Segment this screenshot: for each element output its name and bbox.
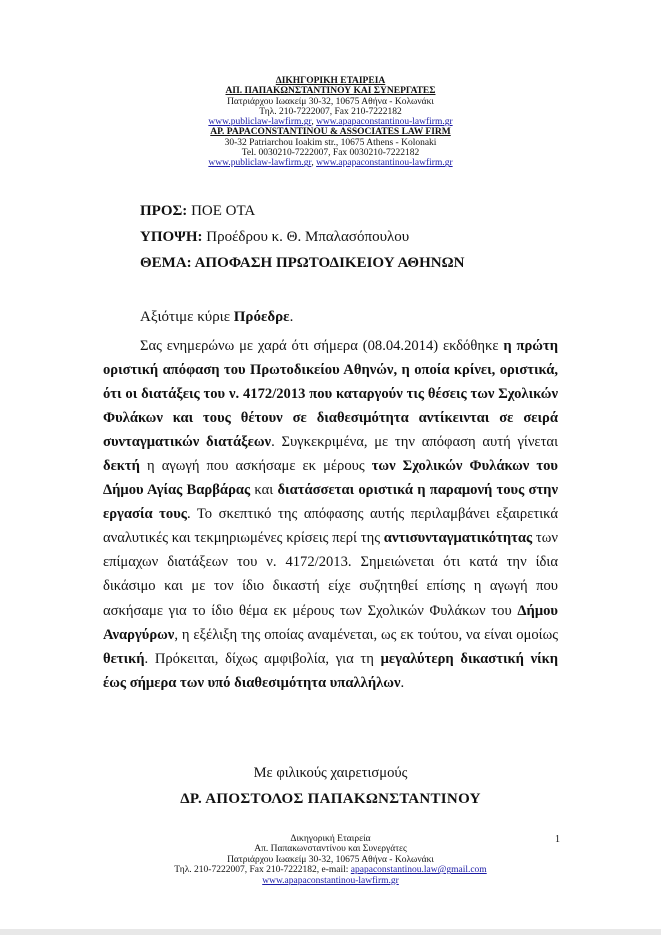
address-greek: Πατριάρχου Ιωακείμ 30-32, 10675 Αθήνα - Κολωνάκι (227, 96, 434, 107)
attention-label: ΥΠΟΨΗ: (140, 229, 203, 245)
subject-text: ΘΕΜΑ: ΑΠΟΦΑΣΗ ΠΡΩΤΟΔΙΚΕΙΟΥ ΑΘΗΝΩΝ (140, 255, 465, 271)
recipient-value: ΠΟΕ ΟΤΑ (187, 203, 256, 219)
subject-line (140, 255, 464, 272)
attention-line (140, 229, 409, 246)
address-english: 30-32 Patriarchou Ioakim str., 10675 Athens - Kolonaki (224, 137, 437, 148)
website-link-apapaconstantinou-en[interactable]: www.apapaconstantinou-lawfirm.gr (316, 158, 453, 169)
website-link-publiclaw-en[interactable]: www.publiclaw-lawfirm.gr (208, 158, 312, 169)
websites-greek: www.publiclaw-lawfirm.gr, www.apapaconstantinou-lawfirm.gr (208, 117, 453, 128)
firm-name-greek: ΔΙΚΗΓΟΡΙΚΗ ΕΤΑΙΡΕΙΑ (275, 76, 386, 86)
phone-greek: Τηλ. 210-7222007, Fax 210-7222182 (259, 106, 402, 117)
letterhead (0, 76, 661, 169)
recipient-label: ΠΡΟΣ: (140, 203, 188, 219)
letter-body: Σας ενημερώνω με χαρά ότι σήμερα (08.04.2014) εκδόθηκε η πρώτη οριστική απόφαση του Πρωτοδικείου Αθηνών, η οποία κρίνει, οριστικά, ότι οι διατάξεις του ν. 4172/2013 που καταργούν τις θέσεις των Σχολικών Φυλάκων και τους θέτουν σε διαθεσιμότητα αντίκεινται σε σειρά συνταγματικών διατάξεων. Συγκεκριμένα, με την απόφαση αυτή γίνεται δεκτή η αγωγή που ασκήσαμε εκ μέρους των Σχολικών Φυλάκων του Δήμου Αγίας Βαρβάρας και διατάσσεται οριστικά η παραμονή τους στην εργασία τους. Το σκεπτικό της απόφασης αυτής περιλαμβάνει εξαιρετικά αναλυτικές και τεκμηριωμένες κρίσεις περί της αντισυνταγματικότητας των επίμαχων διατάξεων του ν. 4172/2013. Σημειώνεται ότι κατά την ίδια δικάσιμο και με τον ίδιο δικαστή είχε συζητηθεί επίσης η αγωγή που ασκήσαμε για το ίδιο θέμα εκ μέρους των Σχολικών Φυλάκων του Δήμου Αναργύρων, η εξέλιξη της οποίας αναμένεται, ως εκ τούτου, να είναι ομοίως θετική. Πρόκειται, δίχως αμφιβολία, για τη μεγαλύτερη δικαστική νίκη έως σήμερα των υπό διαθεσιμότητα υπαλλήλων. (103, 338, 559, 691)
website-link-apapaconstantinou[interactable]: www.apapaconstantinou-lawfirm.gr (316, 117, 453, 128)
footer (0, 834, 661, 886)
website-link-publiclaw[interactable]: www.publiclaw-lawfirm.gr (208, 117, 312, 128)
page-edge (0, 929, 661, 935)
websites-english: www.publiclaw-lawfirm.gr, www.apapaconstantinou-lawfirm.gr (208, 158, 453, 169)
firm-name-english: AP. PAPACONSTANTINOU & ASSOCIATES LAW FIRM (210, 127, 451, 138)
firm-partners-greek: ΑΠ. ΠΑΠΑΚΩΝΣΤΑΝΤΙΝΟΥ ΚΑΙ ΣΥΝΕΡΓΑΤΕΣ (225, 86, 436, 97)
footer-partners: Απ. Παπακωνσταντίνου και Συνεργάτες (254, 844, 407, 855)
phone-english: Tel. 0030210-7222007, Fax 0030210-7222182 (241, 148, 420, 159)
closing-line: Με φιλικούς χαιρετισμούς (253, 765, 408, 781)
footer-address: Πατριάρχου Ιωακείμ 30-32, 10675 Αθήνα - Κολωνάκι (227, 854, 434, 865)
footer-email-link[interactable]: apapaconstantinou.law@gmail.com (350, 865, 487, 876)
footer-contact: Τηλ. 210-7222007, Fax 210-7222182, e-mail: apapaconstantinou.law@gmail.com (174, 865, 487, 876)
recipient-line (140, 203, 255, 220)
signature: ΔΡ. ΑΠΟΣΤΟΛΟΣ ΠΑΠΑΚΩΝΣΤΑΝΤΙΝΟΥ (180, 791, 481, 807)
footer-firm: Δικηγορική Εταιρεία (290, 834, 371, 844)
salutation: Αξιότιμε κύριε Πρόεδρε. (140, 309, 294, 325)
page-number: 1 (555, 834, 560, 845)
attention-value: Προέδρου κ. Θ. Μπαλασόπουλου (202, 229, 410, 245)
footer-website-link[interactable]: www.apapaconstantinou-lawfirm.gr (262, 875, 399, 886)
